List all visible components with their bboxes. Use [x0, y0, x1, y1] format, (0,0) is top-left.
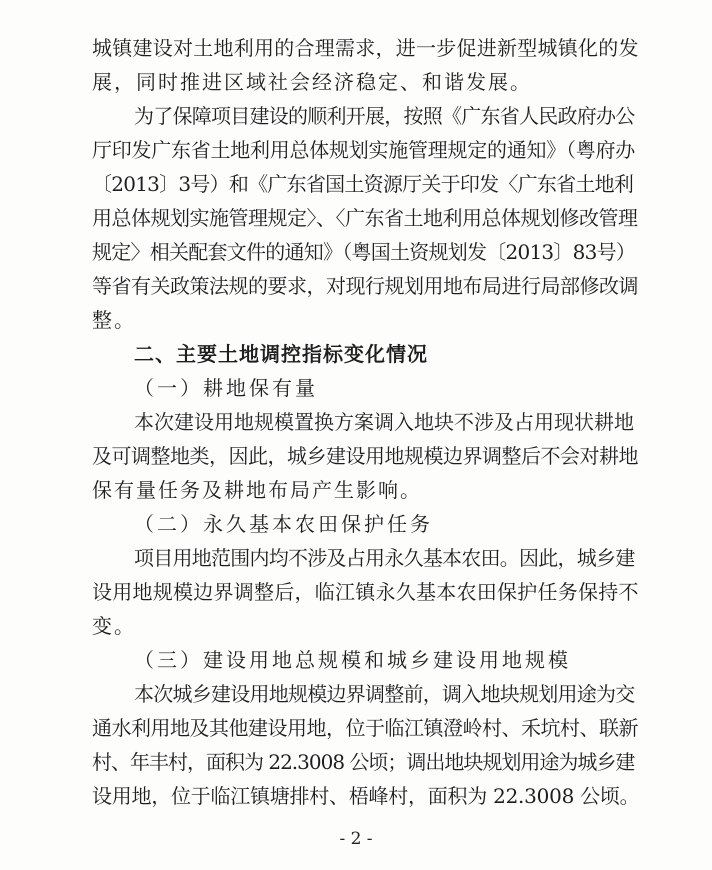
- subsection-heading: （二）永久基本农田保护任务: [134, 512, 433, 536]
- paragraph-line: 通水利用地及其他建设用地，位于临江镇澄岭村、禾坑村、联新: [92, 716, 638, 740]
- paragraph-line: 设用地规模边界调整后，临江镇永久基本农田保护任务保持不: [92, 580, 639, 604]
- paragraph-line: 整。: [92, 308, 136, 332]
- paragraph-line: 本次城乡建设用地规模边界调整前，调入地块规划用途为交: [134, 682, 635, 706]
- paragraph-line: 规定〉相关配套文件的通知》（粤国土资规划发〔2013〕83号）: [92, 240, 636, 264]
- paragraph-line: 变。: [92, 614, 136, 638]
- paragraph-line: 村、年丰村，面积为 22.3008 公顷；调出地块规划用途为城乡建: [92, 750, 635, 774]
- page-number: - 2 -: [339, 829, 373, 849]
- paragraph-line: 用总体规划实施管理规定〉、〈广东省土地利用总体规划修改管理: [92, 206, 638, 230]
- subsection-heading: （一）耕地保有量: [134, 376, 318, 400]
- paragraph-line: 设用地，位于临江镇塘排村、梧峰村，面积为 22.3008 公顷。: [92, 784, 640, 808]
- paragraph-line: 等省有关政策法规的要求，对现行规划用地布局进行局部修改调: [92, 274, 638, 298]
- paragraph-line: 城镇建设对土地利用的合理需求，进一步促进新型城镇化的发: [92, 36, 639, 60]
- paragraph-line: 及可调整地类，因此，城乡建设用地规模边界调整后不会对耕地: [92, 444, 638, 468]
- paragraph-line: 保有量任务及耕地布局产生影响。: [92, 478, 422, 502]
- paragraph-line: 项目用地范围内均不涉及占用永久基本农田。因此，城乡建: [134, 546, 635, 570]
- paragraph-line: 本次建设用地规模置换方案调入地块不涉及占用现状耕地: [134, 410, 634, 434]
- paragraph-line: 为了保障项目建设的顺利开展，按照《广东省人民政府办公: [134, 104, 635, 128]
- paragraph-line: 展，同时推进区域社会经济稳定、和谐发展。: [92, 70, 532, 94]
- paragraph-line: 〔2013〕3号）和《广东省国土资源厅关于印发〈广东省土地利: [92, 172, 634, 196]
- section-heading: 二、主要土地调控指标变化情况: [134, 342, 428, 366]
- subsection-heading: （三）建设用地总规模和城乡建设用地规模: [134, 648, 571, 672]
- paragraph-line: 厅印发广东省土地利用总体规划实施管理规定的通知》（粤府办: [92, 138, 635, 162]
